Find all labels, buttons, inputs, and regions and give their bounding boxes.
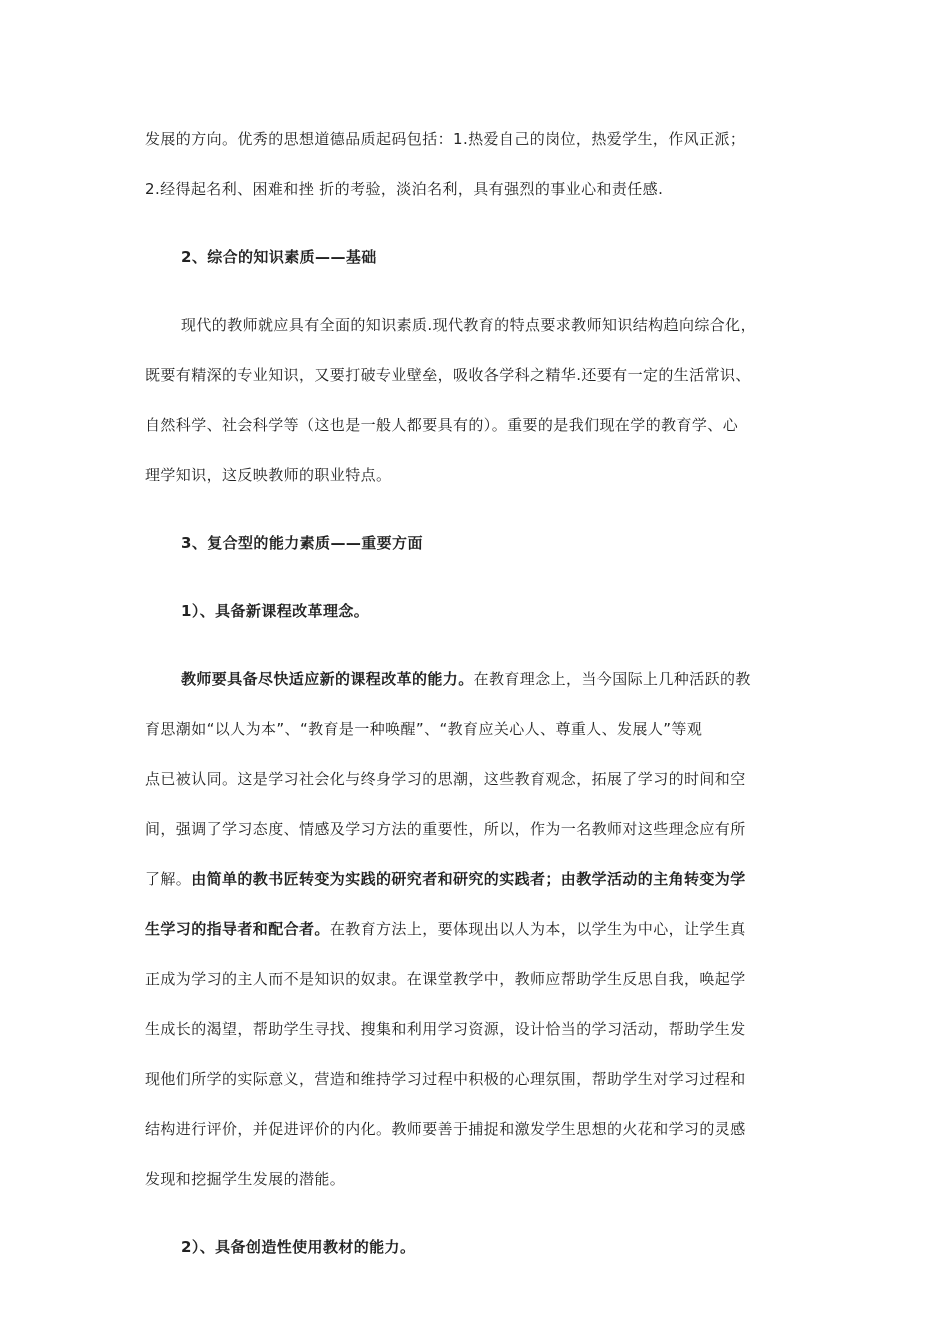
- section-3-paragraph-line-3: 点已被认同。这是学习社会化与终身学习的思潮，这些教育观念，拓展了学习的时间和空: [145, 770, 746, 788]
- section-2-heading: 2、综合的知识素质——基础: [181, 248, 377, 266]
- bold-phrase: 生学习的指导者和配合者。: [145, 920, 330, 938]
- section-3-paragraph-line-6: [145, 914, 813, 964]
- section-3-heading: 3、复合型的能力素质——重要方面: [181, 534, 423, 552]
- section-3-paragraph-line-4: 间，强调了学习态度、情感及学习方法的重要性，所以，作为一名教师对这些理念应有所: [145, 820, 746, 838]
- section-3-paragraph-line-8: 生成长的渴望，帮助学生寻找、搜集和利用学习资源，设计恰当的学习活动，帮助学生发: [145, 1020, 746, 1038]
- plain-phrase: 了解。: [145, 870, 192, 888]
- section-3-paragraph-line-10: 结构进行评价，并促进评价的内化。教师要善于捕捉和激发学生思想的火花和学习的灵感: [145, 1120, 746, 1138]
- plain-phrase: 在教育理念上，当今国际上几种活跃的教: [473, 670, 751, 688]
- bold-phrase: 由简单的教书匠转变为实践的研究者和研究的实践者；由教学活动的主角转变为学: [191, 870, 746, 888]
- section-2-paragraph-line-2: 既要有精深的专业知识，又要打破专业壁垒，吸收各学科之精华.还要有一定的生活常识、: [145, 366, 751, 384]
- section-3-paragraph-line-1: [145, 664, 813, 714]
- section-3-paragraph-line-2: 育思潮如“以人为本”、“教育是一种唤醒”、“教育应关心人、尊重人、发展人”等观: [145, 720, 703, 738]
- section-3-paragraph-line-9: 现他们所学的实际意义，营造和维持学习过程中积极的心理氛围，帮助学生对学习过程和: [145, 1070, 746, 1088]
- section-2-paragraph-line-3: 自然科学、社会科学等（这也是一般人都要具有的）。重要的是我们现在学的教育学、心: [145, 416, 739, 434]
- section-2-paragraph-line-4: 理学知识，这反映教师的职业特点。: [145, 466, 392, 484]
- intro-line-2: 2.经得起名利、困难和挫 折的考验，淡泊名利，具有强烈的事业心和责任感.: [145, 180, 664, 198]
- subsection-1-heading: 1）、具备新课程改革理念。: [181, 602, 370, 620]
- section-3-paragraph-line-5: [145, 864, 813, 914]
- subsection-2-heading: 2）、具备创造性使用教材的能力。: [181, 1238, 416, 1256]
- section-3-paragraph-line-7: 正成为学习的主人而不是知识的奴隶。在课堂教学中，教师应帮助学生反思自我，唤起学: [145, 970, 746, 988]
- bold-phrase: 教师要具备尽快适应新的课程改革的能力。: [181, 670, 474, 688]
- intro-line-1: 发展的方向。优秀的思想道德品质起码包括：1.热爱自己的岗位，热爱学生，作风正派；: [145, 130, 746, 148]
- document-body: [145, 124, 813, 1282]
- plain-phrase: 在教育方法上，要体现出以人为本，以学生为中心，让学生真: [329, 920, 746, 938]
- section-2-paragraph-line-1: 现代的教师就应具有全面的知识素质.现代教育的特点要求教师知识结构趋向综合化，: [181, 316, 756, 334]
- section-3-paragraph-line-11: 发现和挖掘学生发展的潜能。: [145, 1170, 346, 1188]
